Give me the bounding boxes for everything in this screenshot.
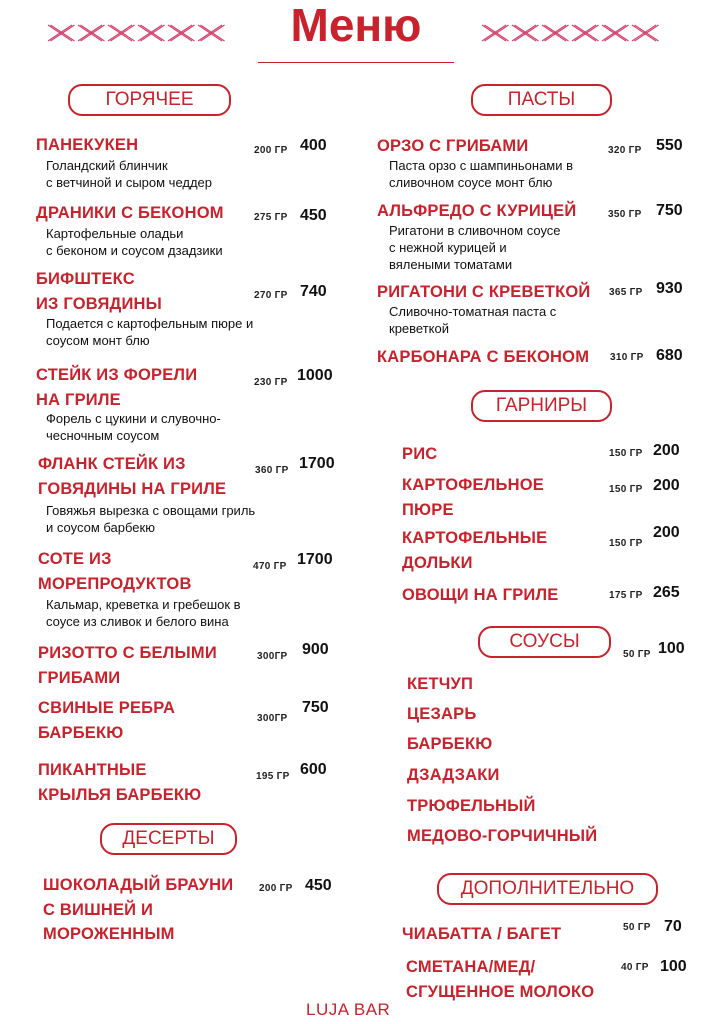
extra-item-name: ЧИАБАТТА / БАГЕТ (402, 925, 562, 943)
hot-item-price: 400 (300, 137, 327, 154)
hot-item-price: 450 (300, 207, 327, 224)
side-item-price: 200 (653, 477, 680, 494)
hot-item-name: РИЗОТТО С БЕЛЫМИ ГРИБАМИ (38, 644, 217, 687)
side-item-name: РИС (402, 445, 438, 463)
title-underline (258, 62, 454, 63)
side-item-weight: 175 ГР (609, 590, 643, 601)
hot-item-name: ПИКАНТНЫЕ КРЫЛЬЯ БАРБЕКЮ (38, 761, 202, 804)
side-item-weight: 150 ГР (609, 448, 643, 459)
hot-item-weight: 300ГР (257, 651, 288, 662)
pasta-item-name: РИГАТОНИ С КРЕВЕТКОЙ (377, 283, 591, 301)
side-item-price: 200 (653, 442, 680, 459)
side-item-weight: 150 ГР (609, 484, 643, 495)
hot-item-name: СОТЕ ИЗ МОРЕПРОДУКТОВ (38, 550, 192, 593)
hot-item-name: ФЛАНК СТЕЙК ИЗ ГОВЯДИНЫ НА ГРИЛЕ (38, 455, 227, 498)
pasta-item-weight: 320 ГР (608, 145, 642, 156)
hot-item-weight: 275 ГР (254, 212, 288, 223)
menu-title: Меню (290, 0, 422, 51)
pasta-item-weight: 310 ГР (610, 352, 644, 363)
hot-item-desc: Картофельные оладьи с беконом и соусом дзадзики (46, 226, 223, 258)
category-desserts: ДЕСЕРТЫ (100, 823, 237, 855)
hot-item-price: 1000 (297, 367, 333, 384)
side-item-price: 265 (653, 584, 680, 601)
right-x-decoration (480, 24, 664, 42)
hot-item-price: 740 (300, 283, 327, 300)
side-item-name: ОВОЩИ НА ГРИЛЕ (402, 586, 559, 604)
sauce-item-name: ДЗАДЗАКИ (407, 766, 500, 784)
pasta-item-desc: Паста орзо с шампиньонами в сливочном соусе монт блю (389, 158, 574, 190)
dessert-item-price: 450 (305, 877, 332, 894)
hot-item-price: 600 (300, 761, 327, 778)
category-sides: ГАРНИРЫ (471, 390, 612, 422)
side-item-weight: 150 ГР (609, 538, 643, 549)
extra-item-name: СМЕТАНА/МЕД/ СГУЩЕННОЕ МОЛОКО (406, 958, 595, 1001)
pasta-item-name: ОРЗО С ГРИБАМИ (377, 137, 529, 155)
sauce-item-name: ЦЕЗАРЬ (407, 705, 477, 723)
hot-item-weight: 360 ГР (255, 465, 289, 476)
sauces-price: 100 (658, 640, 685, 657)
extra-item-price: 70 (664, 918, 682, 935)
hot-item-price: 750 (302, 699, 329, 716)
hot-item-desc: Говяжья вырезка с овощами гриль и соусом барбекю (46, 503, 256, 535)
hot-item-weight: 470 ГР (253, 561, 287, 572)
side-item-price: 200 (653, 524, 680, 541)
hot-item-weight: 230 ГР (254, 377, 288, 388)
hot-item-name: БИФШТЕКС ИЗ ГОВЯДИНЫ (36, 270, 162, 313)
pasta-item-name: АЛЬФРЕДО С КУРИЦЕЙ (377, 202, 577, 220)
hot-item-weight: 270 ГР (254, 290, 288, 301)
dessert-item-name: ШОКОЛАДЫЙ БРАУНИ С ВИШНЕЙ И МОРОЖЕННЫМ (43, 876, 234, 943)
pasta-item-name: КАРБОНАРА С БЕКОНОМ (377, 348, 590, 366)
hot-item-name: СВИНЫЕ РЕБРА БАРБЕКЮ (38, 699, 176, 742)
left-x-decoration (46, 24, 230, 42)
hot-item-desc: Кальмар, креветка и гребешок в соусе из сливок и белого вина (46, 597, 241, 629)
pasta-item-price: 550 (656, 137, 683, 154)
sauce-item-name: КЕТЧУП (407, 675, 474, 693)
sauces-weight: 50 ГР (623, 649, 651, 660)
hot-item-desc: Голандский блинчик с ветчиной и сыром чеддер (46, 158, 213, 190)
hot-item-weight: 195 ГР (256, 771, 290, 782)
extra-item-weight: 40 ГР (621, 962, 649, 973)
sauce-item-name: ТРЮФЕЛЬНЫЙ (407, 797, 536, 815)
hot-item-name: ДРАНИКИ С БЕКОНОМ (36, 204, 224, 222)
sauce-item-name: МЕДОВО-ГОРЧИЧНЫЙ (407, 827, 598, 845)
hot-item-name: ПАНЕКУКЕН (36, 136, 139, 154)
pasta-item-price: 930 (656, 280, 683, 297)
hot-item-desc: Форель с цукини и слувочно- чесночным соусом (46, 411, 221, 443)
footer-brand: LUJA BAR (306, 1000, 391, 1019)
pasta-item-desc: Ригатони в сливочном соусе с нежной курицей и вялеными томатами (389, 223, 561, 272)
category-hot: ГОРЯЧЕЕ (68, 84, 231, 116)
hot-item-desc: Подается с картофельным пюре и соусом монт блю (46, 316, 254, 348)
category-pasta: ПАСТЫ (471, 84, 612, 116)
pasta-item-price: 750 (656, 202, 683, 219)
hot-item-weight: 300ГР (257, 713, 288, 724)
hot-item-weight: 200 ГР (254, 145, 288, 156)
category-sauces: СОУСЫ (478, 626, 611, 658)
hot-item-price: 900 (302, 641, 329, 658)
pasta-item-weight: 350 ГР (608, 209, 642, 220)
hot-item-price: 1700 (297, 551, 333, 568)
hot-item-price: 1700 (299, 455, 335, 472)
pasta-item-desc: Сливочно-томатная паста с креветкой (389, 304, 557, 336)
dessert-item-weight: 200 ГР (259, 883, 293, 894)
side-item-name: КАРТОФЕЛЬНОЕ ПЮРЕ (402, 476, 544, 519)
extra-item-weight: 50 ГР (623, 922, 651, 933)
sauce-item-name: БАРБЕКЮ (407, 735, 493, 753)
pasta-item-weight: 365 ГР (609, 287, 643, 298)
hot-item-name: СТЕЙК ИЗ ФОРЕЛИ НА ГРИЛЕ (36, 366, 198, 409)
pasta-item-price: 680 (656, 347, 683, 364)
extra-item-price: 100 (660, 958, 687, 975)
side-item-name: КАРТОФЕЛЬНЫЕ ДОЛЬКИ (402, 529, 548, 572)
category-extra: ДОПОЛНИТЕЛЬНО (437, 873, 658, 905)
